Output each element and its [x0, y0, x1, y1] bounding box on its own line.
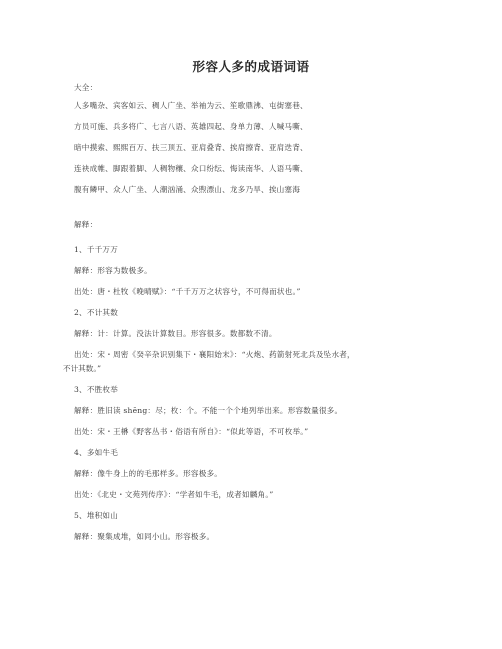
- idiom-list: [74, 101, 434, 195]
- entry-source: 出处：唐・杜牧《晚晴赋》：“千千万万之状容兮，不可得而状也。”: [74, 287, 301, 296]
- explain-label: 解释：: [74, 220, 98, 229]
- entry-source: 出处：《北史・文苑列传序》：“学者如牛毛，成者如麟角。”: [74, 490, 274, 499]
- entry-heading: 4、多如牛毛: [74, 448, 118, 457]
- entry-source-continued: 不计其数。”: [63, 364, 102, 373]
- entry-meaning: 解释：形容为数极多。: [74, 266, 152, 275]
- entry: [74, 385, 434, 437]
- idiom-row: 连袂成帷、脚跟着脚、人稠物穰、众口纷纭、悔读南华、人语马嘶、: [74, 164, 308, 173]
- entry: [74, 511, 434, 542]
- entry-heading: 5、堆积如山: [74, 511, 118, 520]
- document-title: 形容人多的成语词语: [192, 59, 310, 74]
- entry-heading: 1、千千万万: [74, 245, 118, 254]
- entry: [63, 308, 434, 374]
- entry-meaning: 解释：计：计算。没法计算数目。形容很多。数都数不清。: [74, 329, 277, 338]
- entry: [74, 245, 434, 297]
- entry-meaning: 解释：像牛身上的的毛那样多。形容极多。: [74, 469, 223, 478]
- idiom-row: 方员可施、兵多将广、七言八语、英雄四起、身单力薄、人喊马嘶、: [74, 122, 308, 131]
- intro-label: 大全：: [74, 83, 98, 92]
- entry-heading: 2、不计其数: [74, 308, 118, 317]
- entry-source: 出处：宋・周密《癸辛杂识别集下・襄阳始末》：“火炮、药箭射死北兵及坠水者，: [74, 350, 355, 359]
- idiom-row: 人多嘴杂、宾客如云、稠人广坐、举袖为云、笙歌鼎沸、屯街塞巷、: [74, 101, 308, 110]
- idiom-row: 腹有鳞甲、众人广坐、人潮汹涌、众煦漂山、龙多乃旱、挨山塞海: [74, 185, 301, 194]
- entry-source: 出处：宋・王楙《野客丛书・俗语有所自》：“似此等语，不可枚举。”: [74, 427, 309, 436]
- document-body: [63, 83, 434, 542]
- entry-meaning: 解释：胜旧读 shēng：尽；枚：个。不能一个个地列举出来。形容数量很多。: [74, 406, 343, 415]
- entry-heading: 3、不胜枚举: [74, 385, 118, 394]
- entry: [74, 448, 434, 500]
- entry-meaning: 解释：聚集成堆，如同小山。形容极多。: [74, 532, 215, 541]
- idiom-row: 暗中摸索、熙熙百万、扶三顶五、亚肩叠背、挨肩擦背、亚肩迭背、: [74, 143, 308, 152]
